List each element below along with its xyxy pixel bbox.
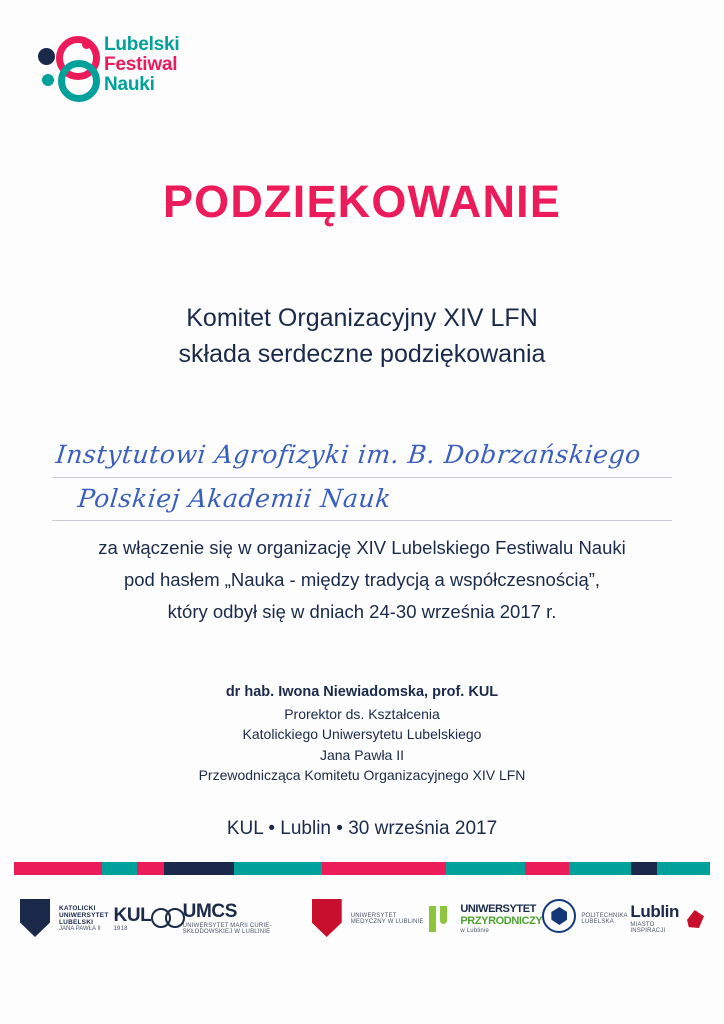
logo-line-2: Festiwal xyxy=(104,54,178,76)
intro-line-2: składa serdeczne podziękowania xyxy=(178,340,546,369)
up-line-1: UNIWERSYTET xyxy=(460,902,536,915)
recipient-line-1: Instytutowi Agrofizyki im. B. Dobrzańskiego xyxy=(54,440,643,469)
color-bar-segment-0 xyxy=(14,862,102,875)
partner-logo-pollub xyxy=(542,896,630,942)
partner-logo-lublin xyxy=(630,896,704,942)
kul-crest-icon xyxy=(20,899,54,939)
signature-role-1: Prorektor ds. Kształcenia xyxy=(284,706,440,723)
kul-line-1: KATOLICKI xyxy=(59,905,96,913)
kul-acronym: KUL xyxy=(113,904,152,926)
color-bar-segment-5 xyxy=(322,862,445,875)
lublin-wordmark: Lublin xyxy=(630,902,679,922)
lfn-logo-mark-icon xyxy=(38,34,94,96)
color-bar-segment-8 xyxy=(569,862,631,875)
body-line-1: za włączenie się w organizację XIV Lubelskiego Festiwalu Nauki xyxy=(98,537,626,558)
body-line-3: który odbył się w dniach 24-30 września 2017 r. xyxy=(167,600,557,622)
color-bar-segment-3 xyxy=(164,862,234,875)
pollub-seal-icon xyxy=(542,899,576,939)
umed-fullname: UNIWERSYTET MEDYCZNY W LUBLINIE xyxy=(350,912,424,925)
umed-crest-icon xyxy=(312,899,346,939)
lublin-goat-icon xyxy=(687,910,704,928)
signature-name: dr hab. Iwona Niewiadomska, prof. KUL xyxy=(225,684,499,700)
kul-year: 1918 xyxy=(113,926,128,933)
up-mark-icon xyxy=(429,904,455,934)
umcs-fullname: UNIWERSYTET MARII CURIE-SKŁODOWSKIEJ W LUBLINIE xyxy=(182,922,272,936)
place-and-date: KUL • Lublin • 30 września 2017 xyxy=(226,818,498,839)
up-city: w Lublinie xyxy=(460,927,490,934)
rule-line-1 xyxy=(52,477,672,478)
signature-role-2: Katolickiego Uniwersytetu Lubelskiego xyxy=(242,726,482,743)
color-bar-segment-4 xyxy=(234,862,322,875)
logo-line-1: Lubelski xyxy=(104,34,180,56)
kul-line-2: UNIWERSYTET xyxy=(59,912,109,920)
signature-role-4: Przewodnicząca Komitetu Organizacyjnego XIV LFN xyxy=(198,767,526,784)
lfn-logo xyxy=(38,34,179,96)
partner-logo-umed xyxy=(312,896,430,942)
up-line-2: PRZYRODNICZY xyxy=(460,914,543,927)
recipient-line-2: Polskiej Akademii Nauk xyxy=(76,484,393,513)
intro-line-1: Komitet Organizacyjny XIV LFN xyxy=(186,304,538,332)
pollub-fullname: POLITECHNIKA LUBELSKA xyxy=(581,912,628,925)
body-line-2: pod hasłem „Nauka - między tradycją a współczesnością”, xyxy=(123,568,601,590)
kul-line-3: LUBELSKI xyxy=(59,919,94,927)
color-bar-segment-7 xyxy=(525,862,569,875)
partner-logo-umcs xyxy=(151,896,311,942)
partner-logo-kul xyxy=(20,896,151,942)
body-block xyxy=(0,532,724,627)
decorative-color-bar xyxy=(14,862,710,875)
logo-line-3: Nauki xyxy=(104,73,155,95)
kul-line-4: JANA PAWŁA II xyxy=(59,926,101,933)
color-bar-segment-6 xyxy=(446,862,525,875)
lublin-tagline: MIASTO INSPIRACJI xyxy=(630,921,666,935)
color-bar-segment-1 xyxy=(102,862,137,875)
umcs-rings-icon xyxy=(151,904,177,934)
intro-block xyxy=(0,300,724,373)
color-bar-segment-10 xyxy=(657,862,710,875)
recipient-handwritten-block xyxy=(52,432,672,524)
partner-logos-row xyxy=(14,888,710,950)
color-bar-segment-2 xyxy=(137,862,163,875)
color-bar-segment-9 xyxy=(631,862,657,875)
page-title: PODZIĘKOWANIE xyxy=(162,176,562,227)
rule-line-2 xyxy=(52,520,672,521)
umcs-acronym: UMCS xyxy=(182,901,238,923)
partner-logo-up xyxy=(429,896,542,942)
signature-block xyxy=(0,681,724,785)
signature-role-3: Jana Pawła II xyxy=(319,746,405,763)
